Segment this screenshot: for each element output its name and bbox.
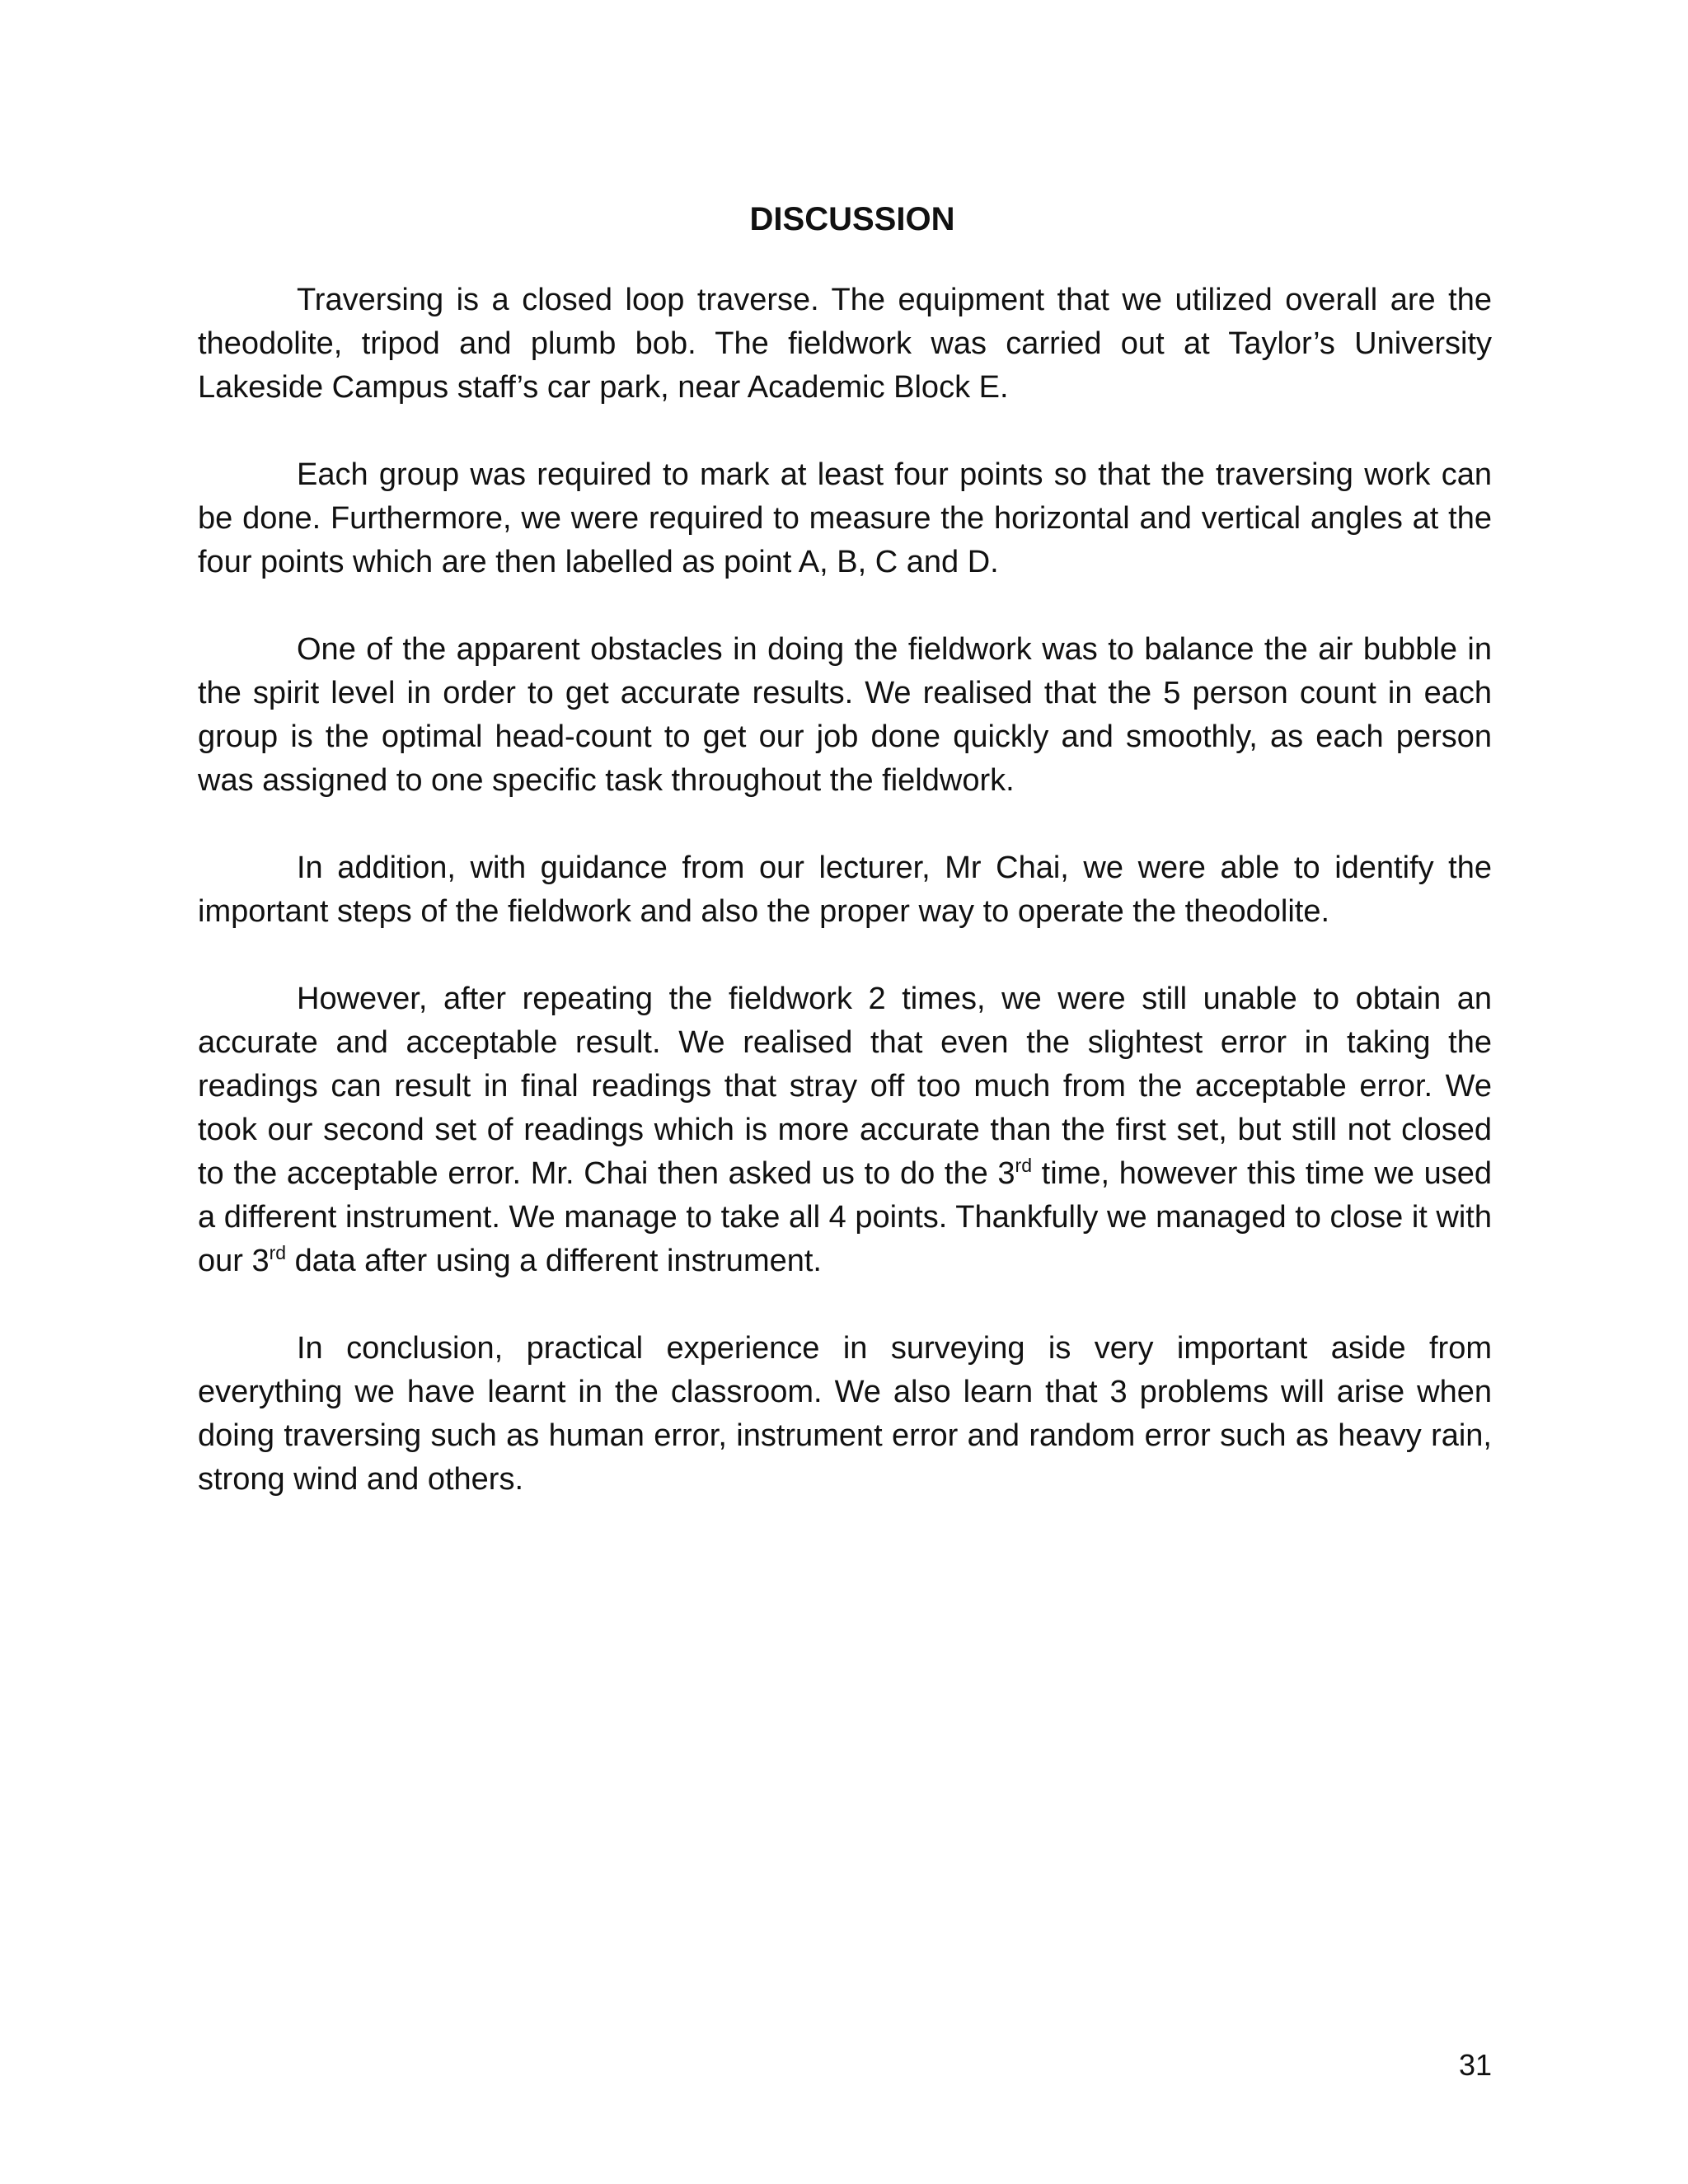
page-content: [198, 194, 1492, 1545]
paragraph-text: Each group was required to mark at least four points so that the traversing work can be done. Furthermore, we were required to measure the horizontal and vertical angles at the four points which are then labelled as point A, B, C and D.: [198, 457, 1492, 579]
paragraph-6: [198, 1327, 1492, 1502]
paragraph-text: data after using a different instrument.: [286, 1244, 822, 1278]
paragraph-2: [198, 453, 1492, 584]
paragraph-text: In addition, with guidance from our lecturer, Mr Chai, we were able to identify the important steps of the fieldwork and also the proper way to operate the theodolite.: [198, 851, 1492, 929]
paragraph-5: [198, 977, 1492, 1283]
section-heading: DISCUSSION: [749, 201, 955, 237]
paragraph-text: However, after repeating the fieldwork 2 times, we were still unable to obtain an accurate and acceptable result. We realised that even the slightest error in taking the readings can result in final readings that stray off too much from the acceptable error. We took our second set of readings which is more accurate than the first set, but still not closed to the acceptable error. Mr. Chai then asked us to do the 3: [198, 982, 1492, 1191]
paragraph-4: [198, 846, 1492, 934]
paragraph-text: One of the apparent obstacles in doing the fieldwork was to balance the air bubble in the spirit level in order to get accurate results. We realised that the 5 person count in each group is the optimal head-count to get our job done quickly and smoothly, as each person was assigned to one specific task throughout the fieldwork.: [198, 632, 1492, 798]
paragraph-1: [198, 279, 1492, 410]
paragraph-text: In conclusion, practical experience in surveying is very important aside from everything we have learnt in the classroom. We also learn that 3 problems will arise when doing traversing such as human error, instrument error and random error such as heavy rain, strong wind and others.: [198, 1331, 1492, 1497]
ordinal-superscript: rd: [1015, 1155, 1032, 1176]
paragraph-3: [198, 628, 1492, 803]
page-number: 31: [1458, 2048, 1492, 2082]
ordinal-superscript: rd: [269, 1242, 287, 1263]
paragraph-text: Traversing is a closed loop traverse. The equipment that we utilized overall are the theodolite, tripod and plumb bob. The fieldwork was carried out at Taylor’s University Lakeside Campus staff’s car park, near Academic Block E.: [198, 283, 1492, 405]
paragraph-text: time, however this time we used a different instrument. We manage to take all 4 points. Thankfully we managed to close it with our 3: [198, 1156, 1492, 1278]
